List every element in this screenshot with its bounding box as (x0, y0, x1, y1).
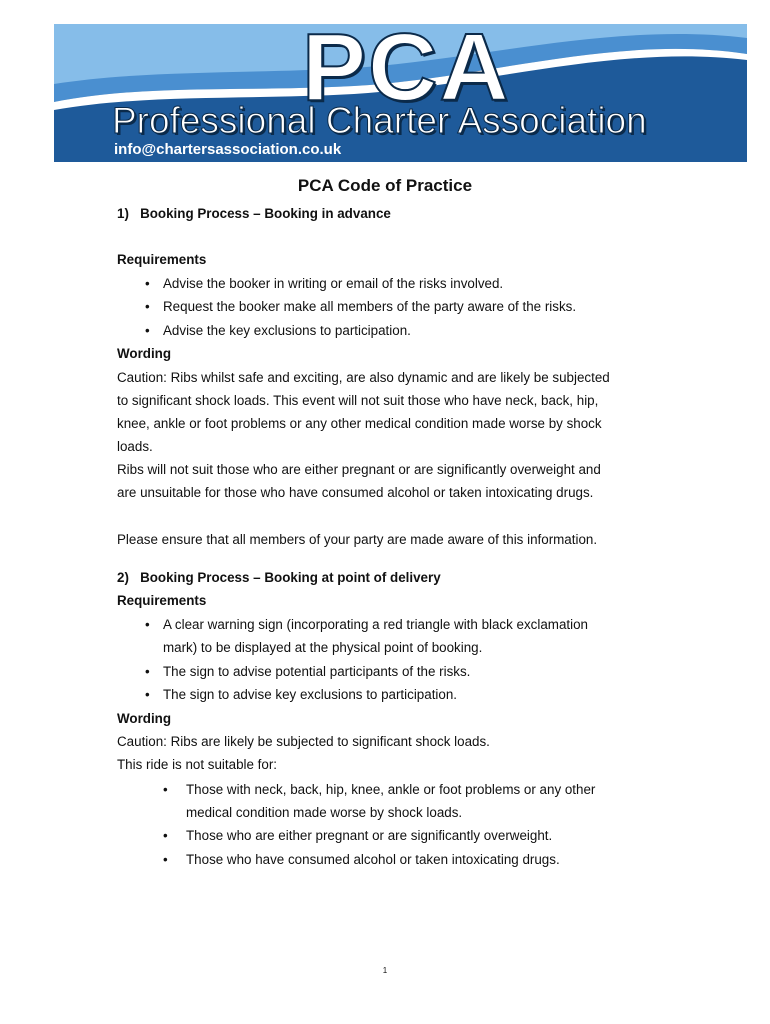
section-2-heading: 2) Booking Process – Booking at point of delivery (117, 570, 441, 585)
paragraph-line: Caution: Ribs whilst safe and exciting, are also dynamic and are likely be subjected (117, 370, 610, 385)
bullet-icon: • (145, 687, 150, 702)
section-2-wording-label: Wording (117, 711, 172, 726)
paragraph-line: Caution: Ribs are likely be subjected to significant shock loads. (117, 734, 490, 749)
list-item: Those who are either pregnant or are significantly overweight. (186, 828, 553, 843)
list-item: Advise the key exclusions to participation. (163, 323, 411, 338)
section-1-requirements-label: Requirements (117, 252, 207, 267)
organization-name: Professional Charter Association (112, 100, 647, 141)
organization-email: info@chartersassociation.co.uk (114, 141, 342, 158)
list-item: Advise the booker in writing or email of the risks involved. (163, 276, 504, 291)
list-item: The sign to advise potential participants of the risks. (163, 664, 471, 679)
bullet-icon: • (145, 299, 150, 314)
paragraph-line: Ribs will not suit those who are either pregnant or are significantly overweight and (117, 462, 601, 477)
list-item: Request the booker make all members of the party aware of the risks. (163, 299, 577, 314)
section-1-wording-label: Wording (117, 346, 172, 361)
header-banner (54, 24, 747, 162)
bullet-icon: • (145, 664, 150, 679)
paragraph-line: are unsuitable for those who have consumed alcohol or taken intoxicating drugs. (117, 485, 594, 500)
logo-letters: PCA (302, 24, 511, 121)
page-number: 1 (382, 966, 388, 975)
list-item: A clear warning sign (incorporating a red triangle with black exclamation (163, 617, 588, 632)
bullet-icon: • (145, 617, 150, 632)
paragraph-line: to significant shock loads. This event will not suit those who have neck, back, hip, (117, 393, 599, 408)
list-item-continuation: mark) to be displayed at the physical point of booking. (163, 640, 483, 655)
paragraph-line: This ride is not suitable for: (117, 757, 278, 772)
section-2-requirements-label: Requirements (117, 593, 207, 608)
list-item: Those who have consumed alcohol or taken intoxicating drugs. (186, 852, 560, 867)
paragraph-line: knee, ankle or foot problems or any other medical condition made worse by shock (117, 416, 602, 431)
bullet-icon: • (163, 782, 168, 797)
list-item-continuation: medical condition made worse by shock loads. (186, 805, 463, 820)
document-title: PCA Code of Practice (297, 176, 473, 195)
bullet-icon: • (145, 323, 150, 338)
bullet-icon: • (145, 276, 150, 291)
list-item: The sign to advise key exclusions to participation. (163, 687, 458, 702)
bullet-icon: • (163, 852, 168, 867)
bullet-icon: • (163, 828, 168, 843)
list-item: Those with neck, back, hip, knee, ankle or foot problems or any other (186, 782, 596, 797)
section-1-heading: 1) Booking Process – Booking in advance (117, 206, 391, 221)
notice-line: Please ensure that all members of your party are made aware of this information. (117, 532, 598, 547)
logo (54, 24, 747, 162)
paragraph-line: loads. (117, 439, 153, 454)
